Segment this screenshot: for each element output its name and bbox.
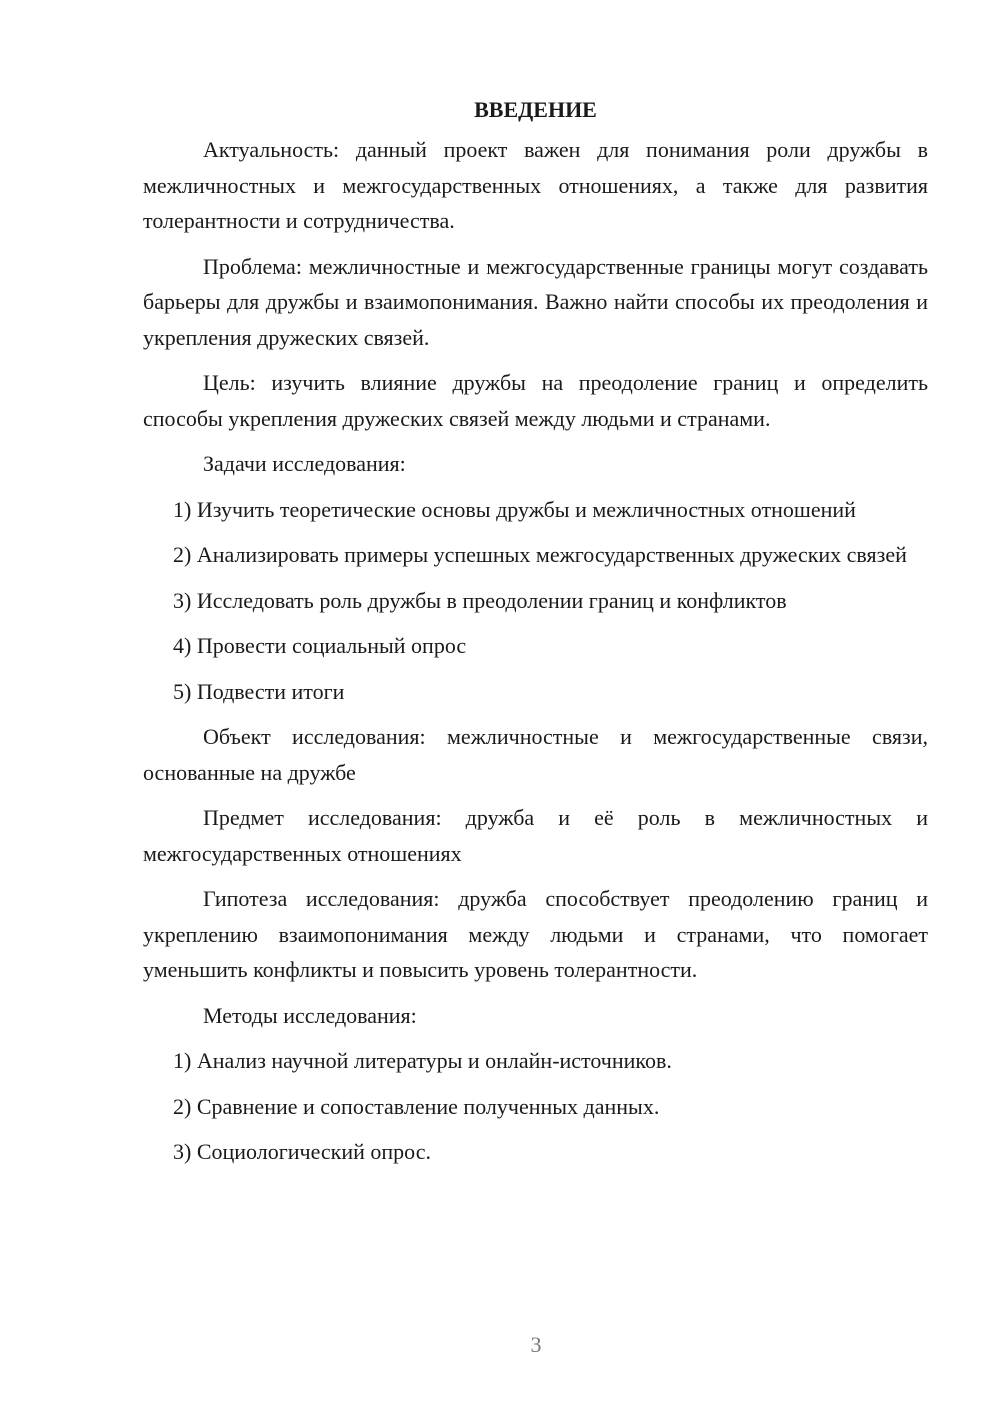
list-item: 1) Анализ научной литературы и онлайн-источников. bbox=[173, 1048, 672, 1073]
hypothesis-paragraph: Гипотеза исследования: дружба способствует преодолению границ и укреплению взаимопонимания между людьми и странами, что помогает уменьшить конфликты и повысить уровень толерантности. bbox=[143, 886, 928, 982]
tasks-list bbox=[143, 492, 928, 710]
relevance-paragraph: Актуальность: данный проект важен для понимания роли дружбы в межличностных и межгосударственных отношениях, а также для развития толерантности и сотрудничества. bbox=[143, 137, 928, 233]
document-page bbox=[143, 92, 928, 1180]
tasks-heading: Задачи исследования: bbox=[203, 451, 406, 476]
list-item: 2) Сравнение и сопоставление полученных данных. bbox=[173, 1093, 660, 1119]
goal-paragraph: Цель: изучить влияние дружбы на преодоление границ и определить способы укрепления дружеских связей между людьми и странами. bbox=[143, 370, 928, 431]
page-number: 3 bbox=[530, 1332, 542, 1357]
page-title: ВВЕДЕНИЕ bbox=[474, 97, 597, 122]
list-item: 3) Социологический опрос. bbox=[173, 1139, 431, 1164]
list-item: 3) Исследовать роль дружбы в преодолении границ и конфликтов bbox=[173, 587, 787, 613]
list-item: 4) Провести социальный опрос bbox=[173, 633, 467, 658]
list-item: 2) Анализировать примеры успешных межгосударственных дружеских связей bbox=[173, 542, 907, 567]
methods-heading: Методы исследования: bbox=[203, 1002, 417, 1028]
problem-paragraph: Проблема: межличностные и межгосударственные границы могут создавать барьеры для дружбы и взаимопонимания. Важно найти способы их преодоления и укрепления дружеских связей. bbox=[143, 253, 928, 350]
object-paragraph: Объект исследования: межличностные и межгосударственные связи, основанные на дружбе bbox=[143, 724, 928, 785]
subject-paragraph: Предмет исследования: дружба и её роль в межличностных и межгосударственных отношениях bbox=[143, 805, 928, 866]
list-item: 5) Подвести итоги bbox=[173, 678, 345, 704]
methods-list bbox=[143, 1043, 928, 1170]
list-item: 1) Изучить теоретические основы дружбы и межличностных отношений bbox=[173, 496, 856, 522]
